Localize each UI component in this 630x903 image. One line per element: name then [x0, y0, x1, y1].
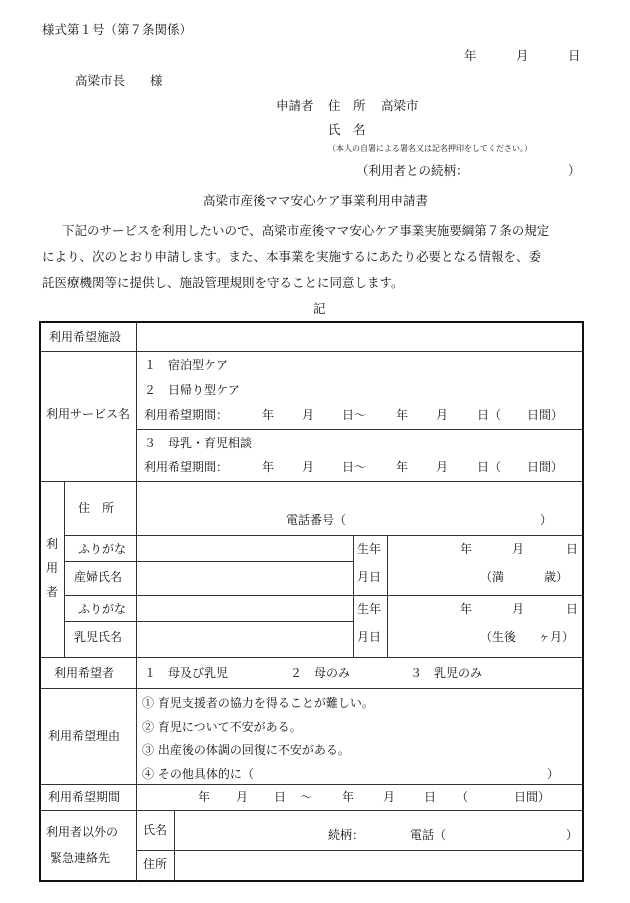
col-divider — [64, 481, 65, 657]
period-label-2: 利用希望期間： — [144, 460, 229, 474]
emergency-name-label: 氏名 — [143, 823, 168, 837]
period-2-days: 日間） — [527, 460, 564, 474]
period2-year-to: 年 — [342, 790, 355, 804]
mother-birth-month: 月 — [512, 542, 525, 556]
name-label: 氏 名 — [328, 122, 366, 137]
mother-birth-label-1: 生年 — [357, 542, 382, 556]
address-value: 高梁市 — [381, 98, 419, 113]
period-2-day-to: 日（ — [477, 460, 502, 474]
period2-days: 日間） — [514, 790, 551, 804]
mother-birth-day-char: 日 — [566, 542, 579, 556]
wish-option-2[interactable]: ２ 母のみ — [290, 666, 351, 680]
period2-label: 利用希望期間 — [48, 790, 121, 804]
row-divider — [40, 351, 583, 352]
facility-label: 利用希望施設 — [49, 330, 122, 344]
row-divider — [40, 784, 583, 785]
period-2-day-from: 日～ — [342, 460, 367, 474]
addressee: 高梁市長 様 — [75, 73, 163, 88]
emergency-phone-close: ） — [566, 828, 579, 842]
col-divider — [387, 535, 388, 657]
mother-birth-label-2: 月日 — [357, 570, 382, 584]
body-line-1: 下記のサービスを利用したいので、高梁市産後ママ安心ケア事業実施要綱第７条の規定 — [62, 223, 550, 238]
reason-3[interactable]: ③ 出産後の体調の回復に不安がある。 — [142, 743, 350, 757]
infant-birth-day-char: 日 — [566, 602, 579, 616]
date-year: 年 — [464, 48, 477, 63]
period-1-day-to: 日（ — [477, 408, 502, 422]
signature-note: （本人の自署による署名又は記名押印をしてください。） — [328, 144, 532, 153]
service-option-1[interactable]: １ 宿泊型ケア — [144, 358, 229, 372]
reason-1[interactable]: ① 育児支援者の協力を得ることが難しい。 — [142, 696, 374, 710]
reason-4[interactable]: ④ その他具体的に（ — [142, 767, 254, 781]
mother-age-open: （満 — [480, 570, 505, 584]
period-2-year-to: 年 — [396, 460, 409, 474]
facility-field[interactable] — [142, 331, 578, 345]
mother-age-close: 歳） — [544, 570, 569, 584]
infant-birth-label-2: 月日 — [357, 630, 382, 644]
service-option-3[interactable]: ３ 母乳・育児相談 — [144, 436, 253, 450]
date-day: 日 — [568, 48, 581, 63]
applicant-label: 申請者 — [276, 98, 314, 113]
period2-day-to-char: 日 — [424, 790, 437, 804]
ki-label: 記 — [313, 301, 326, 316]
period-label-1: 利用希望期間： — [144, 408, 229, 422]
mother-birth-year: 年 — [460, 542, 473, 556]
row-divider — [40, 481, 583, 482]
period-1-year: 年 — [262, 408, 275, 422]
form-number: 様式第１号（第７条関係） — [42, 22, 193, 37]
relation-label: （利用者との続柄： — [356, 163, 469, 178]
period-1-days: 日間） — [527, 408, 564, 422]
date-month: 月 — [516, 48, 529, 63]
row-divider — [64, 561, 354, 562]
period2-paren: （ — [456, 790, 469, 804]
reason-label: 利用希望理由 — [48, 729, 121, 743]
mother-furigana-label: ふりがな — [78, 542, 127, 556]
row-divider — [64, 595, 583, 596]
address-label: 住 所 — [328, 98, 366, 113]
period-1-month: 月 — [302, 408, 315, 422]
period-1-month-to: 月 — [436, 408, 449, 422]
row-divider — [40, 657, 583, 658]
infant-furigana-label: ふりがな — [78, 602, 127, 616]
period-2-month-to: 月 — [436, 460, 449, 474]
infant-birth-year: 年 — [460, 602, 473, 616]
row-divider — [64, 535, 583, 536]
reason-4-close: ） — [547, 767, 560, 781]
period-2-month: 月 — [302, 460, 315, 474]
emergency-label-2: 緊急連絡先 — [50, 851, 111, 865]
period2-year: 年 — [198, 790, 211, 804]
emergency-phone-label: 電話（ — [410, 828, 447, 842]
user-vertical-3: 者 — [46, 585, 59, 599]
infant-birth-label-1: 生年 — [357, 602, 382, 616]
infant-name-label: 乳児氏名 — [74, 630, 123, 644]
user-vertical-1: 利 — [46, 537, 59, 551]
infant-age-close: ヶ月） — [538, 630, 575, 644]
row-divider — [136, 429, 583, 430]
period2-day-char: 日 — [274, 790, 287, 804]
row-divider — [40, 688, 583, 689]
col-divider — [353, 535, 354, 657]
emergency-address-label: 住所 — [143, 857, 168, 871]
col-divider — [136, 322, 137, 481]
phone-label: 電話番号（ — [286, 513, 347, 527]
wish-option-1[interactable]: １ 母及び乳児 — [144, 666, 229, 680]
document-title: 高梁市産後ママ安心ケア事業利用申請書 — [203, 193, 429, 208]
reason-2[interactable]: ② 育児について不安がある。 — [142, 720, 302, 734]
row-divider — [40, 810, 583, 811]
body-line-2: により、次のとおり申請します。また、本事業を実施するにあたり必要となる情報を、委 — [42, 249, 542, 264]
service-label: 利用サービス名 — [46, 407, 131, 421]
service-option-2[interactable]: ２ 日帰り型ケア — [144, 383, 241, 397]
period-2-year: 年 — [262, 460, 275, 474]
period2-month: 月 — [236, 790, 249, 804]
user-address-label: 住 所 — [78, 501, 115, 515]
period2-tilde: ～ — [300, 790, 313, 804]
emergency-relation-label: 続柄： — [328, 828, 365, 842]
infant-age-open: （生後 — [480, 630, 517, 644]
wish-option-3[interactable]: ３ 乳児のみ — [410, 666, 483, 680]
emergency-label-1: 利用者以外の — [46, 825, 119, 839]
body-line-3: 託医療機関等に提供し、施設管理規則を守ることに同意します。 — [42, 275, 404, 290]
user-vertical-2: 用 — [46, 561, 59, 575]
phone-close: ） — [540, 513, 553, 527]
col-divider — [136, 481, 137, 657]
row-divider — [64, 621, 354, 622]
relation-close: ） — [568, 163, 581, 178]
period-1-year-to: 年 — [396, 408, 409, 422]
col-divider — [174, 810, 175, 881]
row-divider — [136, 850, 583, 851]
wish-user-label: 利用希望者 — [54, 666, 115, 680]
period-1-day-from: 日～ — [342, 408, 367, 422]
mother-name-label: 産婦氏名 — [74, 570, 123, 584]
infant-birth-month: 月 — [512, 602, 525, 616]
period2-month-to: 月 — [383, 790, 396, 804]
col-divider — [136, 657, 137, 881]
